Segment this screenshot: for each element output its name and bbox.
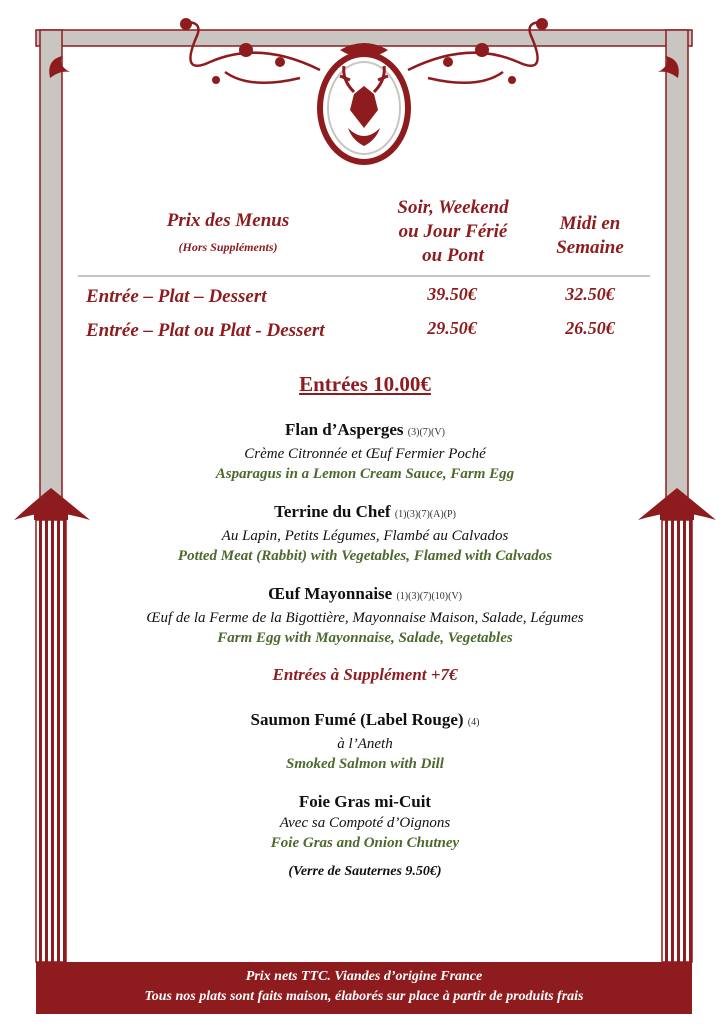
price-row-label: Entrée – Plat ou Plat - Dessert (86, 320, 325, 341)
wine-pairing-note: (Verre de Sauternes 9.50€) (288, 864, 442, 879)
dish-description: Œuf de la Ferme de la Bigottière, Mayonnaise Maison, Salade, Légumes (146, 610, 584, 626)
column-header-line: Soir, Weekend (397, 197, 509, 218)
right-column (662, 520, 692, 962)
dish-translation: Potted Meat (Rabbit) with Vegetables, Flamed with Calvados (177, 548, 553, 564)
dish (70, 501, 660, 566)
allergen-codes: (1)(3)(7)(10)(V) (396, 591, 462, 602)
dish-name: Foie Gras mi-Cuit (298, 792, 432, 811)
price-header-sublabel: (Hors Suppléments) (178, 240, 278, 254)
column-header-evening (372, 196, 534, 268)
footer-line: Tous nos plats sont faits maison, élaborés sur place à partir de produits frais (144, 989, 584, 1004)
column-header-line: Semaine (556, 237, 624, 258)
left-column (36, 520, 66, 962)
price-row-label: Entrée – Plat – Dessert (86, 286, 267, 307)
price-row-value: 29.50€ (427, 318, 477, 338)
dish-name: Saumon Fumé (Label Rouge) (250, 710, 464, 729)
column-header-line: ou Pont (422, 245, 484, 266)
dish-translation: Asparagus in a Lemon Cream Sauce, Farm Egg (215, 466, 515, 482)
stag-crest-icon (320, 43, 408, 162)
price-row-value: 26.50€ (565, 318, 615, 338)
section-title: Entrées 10.00€ (299, 372, 431, 396)
column-header-line: ou Jour Férié (398, 221, 508, 242)
dish-description: Crème Citronnée et Œuf Fermier Poché (244, 446, 486, 462)
price-row-value: 32.50€ (565, 284, 615, 304)
price-row-value: 39.50€ (427, 284, 477, 304)
dish-description: à l’Aneth (337, 736, 393, 752)
dish (70, 419, 660, 484)
dish-translation: Smoked Salmon with Dill (286, 756, 444, 772)
dish (70, 791, 660, 853)
column-header-line: Midi en (559, 213, 621, 234)
dish-description: Avec sa Compoté d’Oignons (279, 815, 451, 831)
allergen-codes: (3)(7)(V) (407, 427, 445, 438)
dish (70, 709, 660, 774)
price-header-label: Prix des Menus (166, 210, 290, 231)
footer-line: Prix nets TTC. Viandes d’origine France (245, 969, 483, 984)
dish-name: Œuf Mayonnaise (268, 584, 393, 603)
footer-banner (36, 962, 692, 1014)
dish-description: Au Lapin, Petits Légumes, Flambé au Calvados (221, 528, 509, 544)
menu-content (70, 372, 660, 880)
allergen-codes: (4) (467, 717, 480, 728)
dish-translation: Farm Egg with Mayonnaise, Salade, Vegetables (217, 630, 513, 646)
supplement-title: Entrées à Supplément +7€ (272, 665, 458, 684)
column-header-midday (540, 212, 640, 260)
allergen-codes: (1)(3)(7)(A)(P) (394, 509, 456, 520)
dish-translation: Foie Gras and Onion Chutney (270, 835, 460, 851)
dish (70, 583, 660, 648)
dish-name: Terrine du Chef (274, 502, 391, 521)
dish-name: Flan d’Asperges (285, 420, 404, 439)
